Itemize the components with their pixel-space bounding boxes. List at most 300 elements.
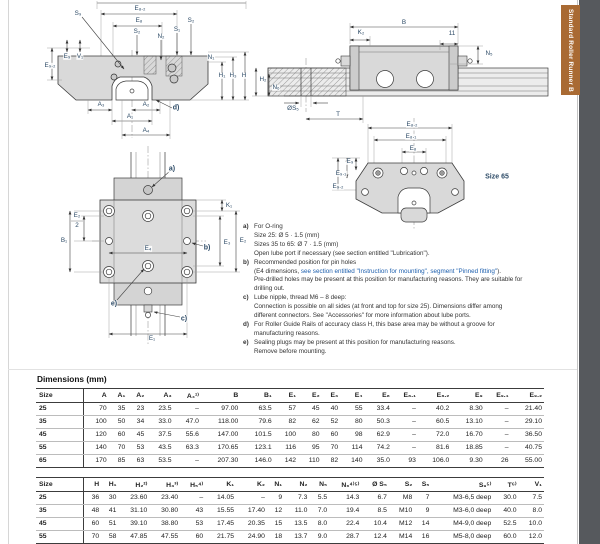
value-cell: 33.4 — [365, 402, 392, 415]
column-header: E₁ — [274, 389, 298, 403]
front_view-dim-label: S₂ — [187, 16, 195, 24]
value-cell: 50 — [109, 415, 128, 428]
side_view-dim-label: ØS₅ — [287, 104, 299, 112]
column-header: V₁ — [519, 478, 544, 492]
value-cell: 70 — [84, 530, 102, 543]
note-line — [254, 285, 565, 294]
value-cell: – — [392, 415, 418, 428]
column-header: E₄ — [340, 389, 364, 403]
note-line — [254, 241, 565, 250]
value-cell: 18 — [267, 530, 284, 543]
value-cell: 123.1 — [240, 441, 273, 454]
value-cell: 60 — [180, 530, 205, 543]
value-cell: 58 — [101, 530, 118, 543]
value-cell: 60 — [84, 517, 102, 530]
value-cell: – — [174, 402, 201, 415]
value-cell: 36.50 — [511, 428, 544, 441]
column-header: Size — [36, 478, 84, 492]
value-cell: 45 — [298, 402, 322, 415]
size-cell: 25 — [36, 491, 84, 504]
value-cell: 110 — [298, 454, 322, 467]
value-cell: 41 — [101, 504, 118, 517]
value-cell: 16 — [414, 530, 431, 543]
value-cell: 30.80 — [149, 504, 180, 517]
value-cell: – — [236, 491, 267, 504]
value-cell: 47.85 — [118, 530, 149, 543]
front_view-dim-label: A₁ — [126, 112, 134, 120]
note-text: For Roller Guide Rails of accuracy class H, this base area may be without a groove for — [254, 320, 495, 328]
value-cell: 63.5 — [240, 402, 273, 415]
value-cell: 7 — [414, 491, 431, 504]
value-cell: 70 — [109, 441, 128, 454]
value-cell: 26 — [485, 454, 511, 467]
note-text: Remove before mounting. — [254, 347, 327, 355]
table-row — [36, 415, 544, 428]
note-line — [254, 268, 565, 277]
front_view-dim-label: A₄ — [142, 126, 150, 134]
column-header: E₂ — [298, 389, 322, 403]
column-header: Size — [36, 389, 84, 403]
value-cell: 9.30 — [451, 454, 484, 467]
size-cell: 25 — [36, 402, 84, 415]
value-cell: 12 — [267, 504, 284, 517]
value-cell: 72.0 — [418, 428, 451, 441]
column-header: B — [201, 389, 240, 403]
value-cell: 101.5 — [240, 428, 273, 441]
value-cell: 62.9 — [365, 428, 392, 441]
size65_view-dim-label: E₉.₂ — [332, 182, 344, 190]
value-cell: 146.0 — [240, 454, 273, 467]
top_view-dim-label: E₄ — [144, 244, 152, 252]
value-cell: 10.0 — [519, 517, 544, 530]
note-text: Sizes 35 to 65: Ø 7 · 1.5 (mm) — [254, 240, 339, 248]
size-cell: 55 — [36, 530, 84, 543]
note-text: ). — [497, 267, 501, 275]
value-cell: 21.75 — [205, 530, 236, 543]
size65_view-dim-label: E₈ — [409, 144, 417, 152]
value-cell: 80 — [340, 415, 364, 428]
column-header: H — [84, 478, 102, 492]
top_view-dim-label: b) — [203, 244, 211, 252]
table-row — [36, 402, 544, 415]
value-cell: 70 — [322, 441, 341, 454]
value-cell: 7.3 — [284, 491, 309, 504]
value-cell: 14.3 — [329, 491, 361, 504]
note-text: Lube nipple, thread M6 – 8 deep: — [254, 294, 347, 302]
value-cell: 53.5 — [146, 454, 173, 467]
front_view-dim-label: E₈.₂ — [134, 4, 146, 12]
footnotes — [243, 223, 565, 357]
size65_view-dim-label: E₉ — [346, 157, 354, 165]
value-cell: 16.70 — [451, 428, 484, 441]
note-a — [243, 223, 565, 259]
column-header: N₁ — [267, 478, 284, 492]
value-cell: 8.0 — [309, 517, 329, 530]
value-cell: 47.55 — [149, 530, 180, 543]
front_view-dim-label: V₁ — [76, 52, 84, 60]
value-cell: 5.5 — [309, 491, 329, 504]
dimensions-heading: Dimensions (mm) — [37, 374, 107, 384]
note-line — [254, 259, 565, 268]
front_view-dim-label: N₁ — [207, 53, 215, 61]
value-cell: 18.85 — [451, 441, 484, 454]
value-cell: M10 — [389, 504, 414, 517]
value-cell: 140 — [84, 441, 109, 454]
value-cell: M14 — [389, 530, 414, 543]
value-cell: 37.5 — [146, 428, 173, 441]
value-cell: 47.0 — [174, 415, 201, 428]
value-cell: 24.90 — [236, 530, 267, 543]
value-cell: 48 — [84, 504, 102, 517]
value-cell: 9.0 — [309, 530, 329, 543]
value-cell: 53 — [127, 441, 146, 454]
column-header: N₆⁴⁾⁵⁾ — [329, 478, 361, 492]
value-cell: 95 — [298, 441, 322, 454]
value-cell: 35 — [109, 402, 128, 415]
side_view-dim-label: N₅ — [485, 49, 493, 57]
column-header: S₂ — [389, 478, 414, 492]
value-cell: 79.6 — [240, 415, 273, 428]
value-cell: 40.75 — [511, 441, 544, 454]
value-cell: 93 — [392, 454, 418, 467]
note-text: Size 25: Ø 5 · 1.5 (mm) — [254, 231, 320, 239]
value-cell: 114 — [340, 441, 364, 454]
column-header: E₈ — [365, 389, 392, 403]
value-cell: – — [180, 491, 205, 504]
value-cell: 13.10 — [451, 415, 484, 428]
value-cell: 52 — [322, 415, 341, 428]
value-cell: 13.5 — [284, 517, 309, 530]
value-cell: 30 — [101, 491, 118, 504]
value-cell: 43 — [180, 504, 205, 517]
column-header: A₁ — [109, 389, 128, 403]
note-text: Open lube port if necessary (see section entitled "Lubrication"). — [254, 249, 430, 257]
size-cell: 65 — [36, 454, 84, 467]
column-header: N₅ — [309, 478, 329, 492]
size65_view-dim-label: E₉.₁ — [335, 169, 347, 177]
value-cell: 23 — [127, 402, 146, 415]
top_view-dim-label: B₁ — [60, 236, 68, 244]
note-marker: d) — [243, 320, 249, 328]
value-cell: 36 — [84, 491, 102, 504]
column-header: A₂ — [127, 389, 146, 403]
value-cell: 17.45 — [205, 517, 236, 530]
top_view-dim-label: e) — [110, 300, 118, 308]
column-header: H₁ — [101, 478, 118, 492]
value-cell: M5-8,0 deep — [431, 530, 493, 543]
value-cell: – — [174, 454, 201, 467]
table-row — [36, 441, 544, 454]
value-cell: 147.00 — [201, 428, 240, 441]
value-cell: 9 — [414, 504, 431, 517]
value-cell: 60 — [109, 428, 128, 441]
value-cell: 28.7 — [329, 530, 361, 543]
side_view-dim-label: 11 — [448, 29, 456, 37]
note-line — [254, 321, 565, 330]
value-cell: 8.0 — [519, 504, 544, 517]
value-cell: 118.00 — [201, 415, 240, 428]
top_view-dim-label: c) — [180, 315, 188, 323]
value-cell: 23.5 — [146, 402, 173, 415]
dimensions-table-1 — [36, 388, 544, 468]
side_view-dim-label: H₂ — [259, 75, 267, 83]
value-cell: 70 — [84, 402, 109, 415]
value-cell: 55 — [340, 402, 364, 415]
value-cell: 30.0 — [493, 491, 518, 504]
column-header: N₂ — [284, 478, 309, 492]
column-header: E₃ — [322, 389, 341, 403]
column-header: H₅⁴⁾ — [180, 478, 205, 492]
value-cell: 60.5 — [418, 415, 451, 428]
value-cell: 12.0 — [519, 530, 544, 543]
value-cell: 10.4 — [361, 517, 389, 530]
value-cell: – — [392, 441, 418, 454]
note-text: different connectors. See "Accessories" for more information about lube ports. — [254, 312, 471, 320]
value-cell: 17.40 — [236, 504, 267, 517]
note-line — [254, 348, 565, 357]
column-header: E₉.₁ — [485, 389, 511, 403]
column-header: K₁ — [205, 478, 236, 492]
value-cell: 8.5 — [361, 504, 389, 517]
value-cell: 116 — [274, 441, 298, 454]
size-cell: 35 — [36, 504, 84, 517]
front_view-dim-label: S₉ — [74, 9, 82, 17]
side_view-dim-label: B — [401, 18, 407, 26]
column-header: Ø S₅ — [361, 478, 389, 492]
value-cell: 31.10 — [118, 504, 149, 517]
value-cell: 15 — [267, 517, 284, 530]
value-cell: 82 — [322, 454, 341, 467]
value-cell: 74.2 — [365, 441, 392, 454]
value-cell: M8 — [389, 491, 414, 504]
top_view-dim-label: 2 — [75, 221, 79, 229]
column-header: A₄¹⁾ — [174, 389, 201, 403]
front_view-dim-label: A₃ — [97, 100, 105, 108]
value-cell: 9 — [267, 491, 284, 504]
value-cell: 120 — [84, 428, 109, 441]
value-cell: 45 — [127, 428, 146, 441]
front_view-dim-label: N₂ — [157, 32, 165, 40]
note-line — [254, 250, 565, 259]
value-cell: 60 — [322, 428, 341, 441]
column-header: H₂²⁾ — [118, 478, 149, 492]
value-cell: 57 — [274, 402, 298, 415]
value-cell: 140 — [340, 454, 364, 467]
value-cell: 142 — [274, 454, 298, 467]
value-cell: 63.3 — [174, 441, 201, 454]
table-row — [36, 530, 544, 543]
table-row — [36, 491, 544, 504]
column-header: E₈.₁ — [392, 389, 418, 403]
column-header: A₃ — [146, 389, 173, 403]
column-header: E₉.₂ — [511, 389, 544, 403]
front_view-dim-label: E₉.₂ — [44, 61, 56, 69]
value-cell: 55.00 — [511, 454, 544, 467]
column-header: E₉ — [451, 389, 484, 403]
value-cell: – — [485, 428, 511, 441]
table-row — [36, 454, 544, 467]
note-text: (E4 dimensions, — [254, 267, 301, 275]
value-cell: 98 — [340, 428, 364, 441]
value-cell: 40.2 — [418, 402, 451, 415]
top-view — [70, 146, 240, 344]
note-line — [254, 303, 565, 312]
note-line — [254, 294, 565, 303]
value-cell: 207.30 — [201, 454, 240, 467]
top_view-dim-label: E₂ — [239, 236, 247, 244]
value-cell: 85 — [109, 454, 128, 467]
column-header: H₃³⁾ — [149, 478, 180, 492]
value-cell: 38.80 — [149, 517, 180, 530]
section-link[interactable]: see section entitled "Instruction for mounting", segment "Pinned fitting" — [300, 267, 498, 275]
value-cell: 81.6 — [418, 441, 451, 454]
value-cell: 21.40 — [511, 402, 544, 415]
note-b — [243, 259, 565, 295]
value-cell: 29.10 — [511, 415, 544, 428]
note-text: drilling out. — [254, 285, 285, 293]
column-header: B₁ — [240, 389, 273, 403]
size65_view-dim-label: Size 65 — [485, 173, 509, 181]
column-header: E₈.₂ — [418, 389, 451, 403]
value-cell: – — [392, 428, 418, 441]
value-cell: 97.00 — [201, 402, 240, 415]
front_view-dim-label: A₂ — [142, 100, 150, 108]
note-e — [243, 339, 565, 357]
size-cell: 55 — [36, 441, 84, 454]
value-cell: M3-6,5 deep — [431, 491, 493, 504]
column-header: S₅ — [414, 478, 431, 492]
value-cell: 55.6 — [174, 428, 201, 441]
value-cell: 40.0 — [493, 504, 518, 517]
size65-view — [332, 118, 464, 230]
value-cell: 7.5 — [519, 491, 544, 504]
value-cell: 63 — [127, 454, 146, 467]
note-line — [254, 232, 565, 241]
note-text: Connection is possible on all sides (at front and top for size 25). Dimensions differ among — [254, 303, 503, 311]
size-cell: 45 — [36, 428, 84, 441]
top_view-dim-label: K₁ — [225, 201, 233, 209]
note-text: manufacturing reasons. — [254, 329, 320, 337]
size65_view-dim-label: E₈.₁ — [405, 132, 417, 140]
value-cell: 23.60 — [118, 491, 149, 504]
header-row — [36, 389, 544, 403]
size-cell: 45 — [36, 517, 84, 530]
value-cell: 8.30 — [451, 402, 484, 415]
value-cell: 106.0 — [418, 454, 451, 467]
front_view-dim-label: H — [241, 71, 247, 79]
value-cell: 60.0 — [493, 530, 518, 543]
value-cell: 14 — [414, 517, 431, 530]
value-cell: 53 — [180, 517, 205, 530]
value-cell: M3-6,0 deep — [431, 504, 493, 517]
header-row — [36, 478, 544, 492]
value-cell: 52.5 — [493, 517, 518, 530]
value-cell: 12.4 — [361, 530, 389, 543]
value-cell: 22.4 — [329, 517, 361, 530]
value-cell: – — [485, 415, 511, 428]
value-cell: 170 — [84, 454, 109, 467]
note-text: For O-ring — [254, 223, 283, 230]
column-header: S₉⁵⁾ — [431, 478, 493, 492]
side_view-dim-label: T — [336, 110, 340, 118]
value-cell: 14.05 — [205, 491, 236, 504]
value-cell: 62 — [298, 415, 322, 428]
note-line — [254, 330, 565, 339]
value-cell: 15.55 — [205, 504, 236, 517]
column-header: T⁶⁾ — [493, 478, 518, 492]
value-cell: 43.5 — [146, 441, 173, 454]
note-text: Recommended position for pin holes — [254, 258, 357, 266]
value-cell: 51 — [101, 517, 118, 530]
value-cell: 19.4 — [329, 504, 361, 517]
column-header: A — [84, 389, 109, 403]
front_view-dim-label: E₉ — [63, 52, 71, 60]
note-text: Sealing plugs may be present at this position for manufacturing reasons. — [254, 338, 456, 346]
top_view-dim-label: E₁ — [148, 334, 156, 342]
note-marker: b) — [243, 258, 249, 266]
chapter-tab[interactable]: Standard Roller Runner B — [561, 5, 580, 95]
note-line — [254, 223, 565, 232]
size65_view-dim-label: E₈.₂ — [406, 120, 418, 128]
value-cell: – — [485, 441, 511, 454]
front_view-dim-label: E₈ — [135, 16, 143, 24]
value-cell: – — [485, 402, 511, 415]
dimensions-table-2 — [36, 477, 544, 544]
value-cell: 11.0 — [284, 504, 309, 517]
front-view — [47, 1, 249, 139]
value-cell: 170.65 — [201, 441, 240, 454]
value-cell: 50.3 — [365, 415, 392, 428]
note-c — [243, 294, 565, 321]
value-cell: M4-9,0 deep — [431, 517, 493, 530]
front_view-dim-label: S₁ — [173, 25, 181, 33]
side_view-dim-label: N₆ — [272, 83, 280, 91]
top_view-dim-label: a) — [168, 165, 176, 173]
table-row — [36, 504, 544, 517]
value-cell: 20.35 — [236, 517, 267, 530]
note-line — [254, 339, 565, 348]
value-cell: 82 — [274, 415, 298, 428]
size-cell: 35 — [36, 415, 84, 428]
table-row — [36, 517, 544, 530]
value-cell: 100 — [274, 428, 298, 441]
value-cell: – — [392, 402, 418, 415]
value-cell: 35.0 — [365, 454, 392, 467]
note-line — [254, 312, 565, 321]
front_view-dim-label: H₃ — [229, 71, 237, 79]
side_view-dim-label: K₂ — [357, 28, 365, 36]
table-row — [36, 428, 544, 441]
front_view-dim-label: d) — [172, 104, 180, 112]
front_view-dim-label: H₁ — [218, 71, 226, 79]
top_view-dim-label: E₃ — [223, 238, 231, 246]
note-text: Pre-drilled holes may be present at this position for manufacturing reasons. They are suitable for — [254, 276, 523, 284]
value-cell: 23.40 — [149, 491, 180, 504]
value-cell: 39.10 — [118, 517, 149, 530]
note-marker: a) — [243, 223, 249, 230]
column-header: K₂ — [236, 478, 267, 492]
value-cell: 7.0 — [309, 504, 329, 517]
value-cell: M12 — [389, 517, 414, 530]
value-cell: 40 — [322, 402, 341, 415]
note-d — [243, 321, 565, 339]
section-divider — [8, 369, 577, 370]
value-cell: 6.7 — [361, 491, 389, 504]
note-line — [254, 276, 565, 285]
value-cell: 100 — [84, 415, 109, 428]
value-cell: 34 — [127, 415, 146, 428]
front_view-dim-label: S₂ — [133, 27, 141, 35]
